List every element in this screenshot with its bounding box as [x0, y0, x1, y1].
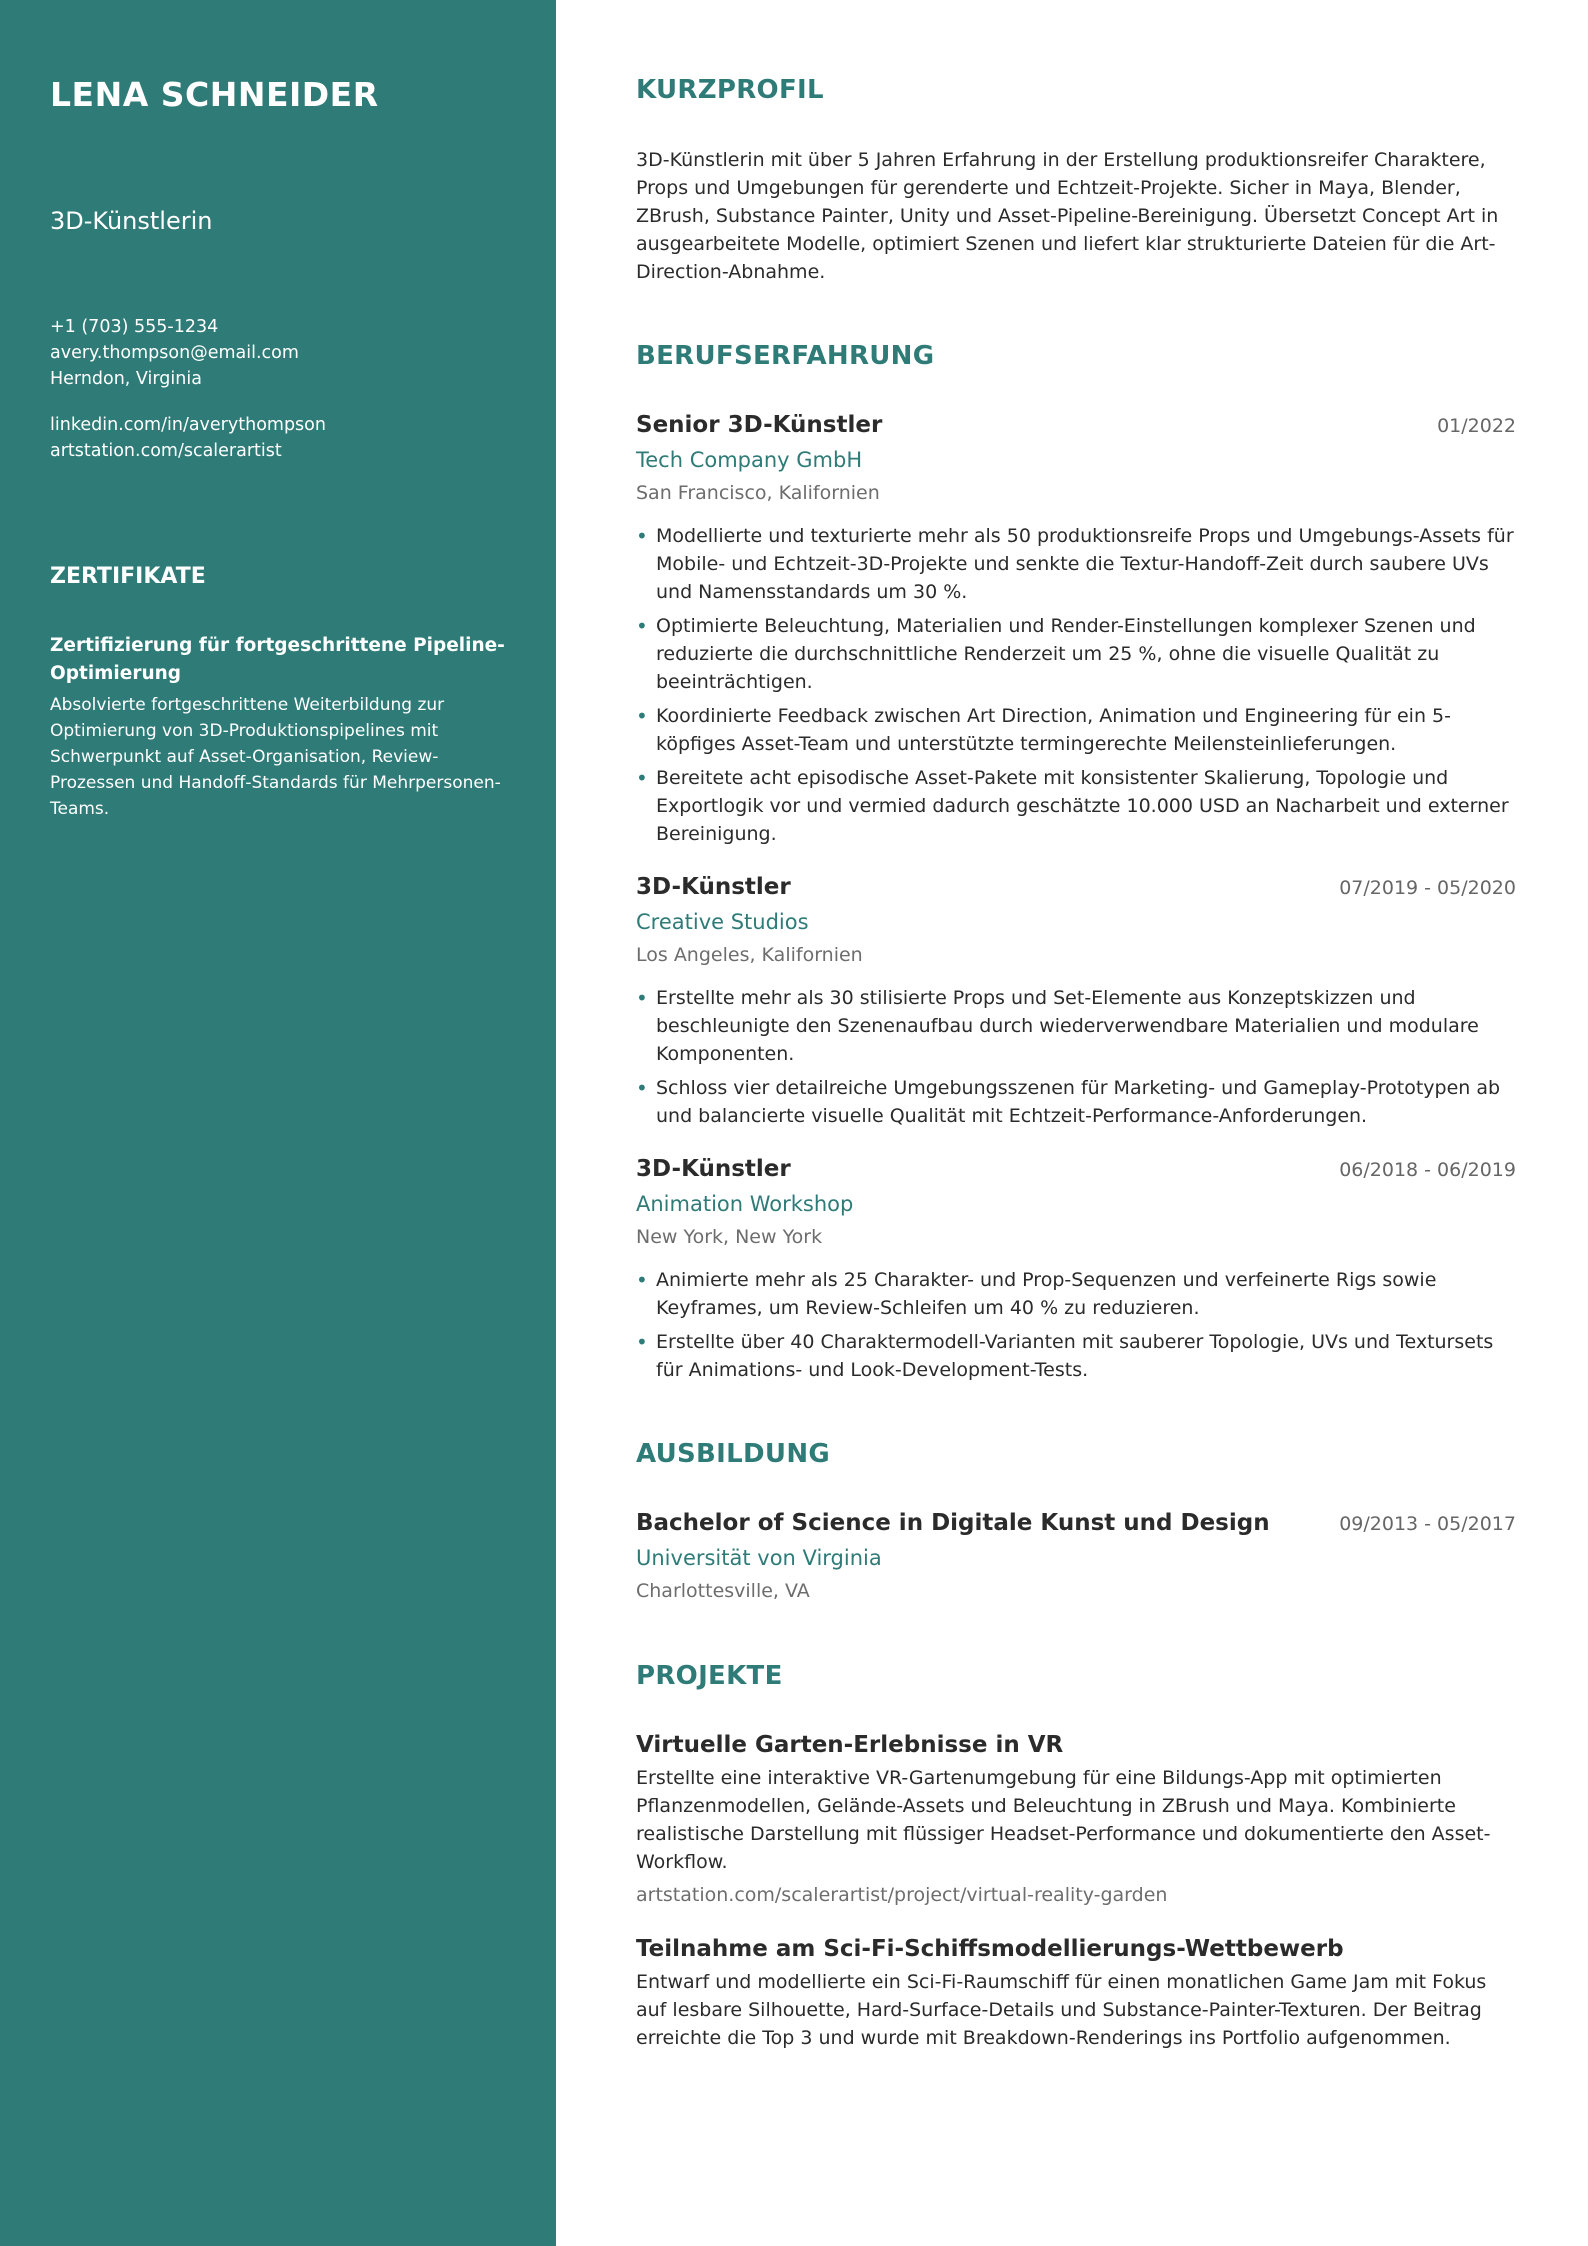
bullet-item: [636, 522, 1516, 606]
email[interactable]: avery.thompson@email.com: [50, 343, 299, 363]
job-header: [636, 1152, 1516, 1186]
bullet-item: [636, 764, 1516, 848]
project-description: Entwarf und modellierte ein Sci-Fi-Raumschiff für einen monatlichen Game Jam mit Fokus auf lesbare Silhouette, Hard-Surface-Details und Substance-Painter-Texturen. Der Beitrag erreichte die Top 3 und wurde mit Breakdown-Renderings ins Portfolio aufgenommen.: [636, 1971, 1487, 2049]
project-entry: [636, 1728, 1516, 1910]
job-date: 07/2019 - 05/2020: [1339, 877, 1516, 899]
job-entry: [636, 408, 1516, 848]
project-description: Erstellte eine interaktive VR-Gartenumgebung für eine Bildungs-App mit optimierten Pflanzenmodellen, Gelände-Assets und Beleuchtung in ZBrush und Maya. Kombinierte realistische Darstellung mit flüssiger Headset-Performance und dokumentierte den Asset-Workflow.: [636, 1767, 1491, 1873]
bullet-item: [636, 984, 1516, 1068]
education-entry: [636, 1506, 1516, 1606]
main-content: [556, 0, 1588, 2246]
bullet-text: Erstellte über 40 Charaktermodell-Varianten mit sauberer Topologie, UVs und Textursets für Animations- und Look-Development-Tests.: [656, 1331, 1494, 1381]
job-header: [636, 870, 1516, 904]
job-location: New York, New York: [636, 1226, 823, 1248]
summary-text: 3D-Künstlerin mit über 5 Jahren Erfahrung in der Erstellung produktionsreifer Charaktere, Props und Umgebungen für gerenderte und Echtzeit-Projekte. Sicher in Maya, Blender, ZBrush, Substance Painter, Unity und Asset-Pipeline-Bereinigung. Übersetzt Concept Art in ausgearbeitete Modelle, optimiert Szenen und liefert klar strukturierte Dateien für die Art-Direction-Abnahme.: [636, 149, 1499, 283]
job-bullets: [636, 1266, 1516, 1384]
bullet-dot-icon: •: [636, 986, 648, 1010]
company-name: Creative Studios: [636, 910, 809, 934]
bullet-text: Modellierte und texturierte mehr als 50 produktionsreife Props und Umgebungs-Assets für Mobile- und Echtzeit-3D-Projekte und senkte die Textur-Handoff-Zeit durch saubere UVs und Namensstandards um 30 %.: [656, 525, 1514, 603]
project-entry: [636, 1932, 1516, 2052]
bullet-text: Schloss vier detailreiche Umgebungsszenen für Marketing- und Gameplay-Prototypen ab und balancierte visuelle Qualität mit Echtzeit-Performance-Anforderungen.: [656, 1077, 1501, 1127]
degree-title: Bachelor of Science in Digitale Kunst und Design: [636, 1510, 1270, 1536]
phone[interactable]: +1 (703) 555-1234: [50, 317, 219, 337]
bullet-item: [636, 612, 1516, 696]
education-heading: AUSBILDUNG: [636, 1439, 831, 1469]
certificates-heading: ZERTIFIKATE: [50, 564, 206, 589]
home-location: Herndon, Virginia: [50, 369, 202, 389]
bullet-item: [636, 702, 1516, 758]
summary-heading: KURZPROFIL: [636, 75, 824, 105]
project-title: Teilnahme am Sci-Fi-Schiffsmodellierungs-Wettbewerb: [636, 1936, 1344, 1962]
bullet-dot-icon: •: [636, 614, 648, 638]
projects-section: [636, 1658, 1516, 2052]
job-title: 3D-Künstler: [636, 874, 791, 900]
candidate-name: LENA SCHNEIDER: [50, 75, 379, 114]
candidate-title: 3D-Künstlerin: [50, 207, 213, 235]
bullet-text: Bereitete acht episodische Asset-Pakete mit konsistenter Skalierung, Topologie und Exportlogik vor und vermied dadurch geschätzte 10.000 USD an Nacharbeit und externer Bereinigung.: [656, 767, 1509, 845]
job-bullets: [636, 522, 1516, 848]
job-date: 01/2022: [1437, 415, 1516, 437]
contact-info: [50, 314, 506, 392]
bullet-dot-icon: •: [636, 704, 648, 728]
job-location: Los Angeles, Kalifornien: [636, 944, 863, 966]
company-name: Animation Workshop: [636, 1192, 854, 1216]
project-list: [636, 1728, 1516, 2052]
bullet-dot-icon: •: [636, 1268, 648, 1292]
job-title: Senior 3D-Künstler: [636, 412, 883, 438]
job-entry: [636, 1152, 1516, 1384]
company-name: Tech Company GmbH: [636, 448, 863, 472]
experience-heading: BERUFSERFAHRUNG: [636, 341, 935, 371]
job-bullets: [636, 984, 1516, 1130]
job-location: San Francisco, Kalifornien: [636, 482, 880, 504]
certificate-description: Absolvierte fortgeschrittene Weiterbildung zur Optimierung von 3D-Produktionspipelines mit Schwerpunkt auf Asset-Organisation, Review-Prozessen und Handoff-Standards für Mehrpersonen-Teams.: [50, 695, 501, 819]
job-list: [636, 408, 1516, 1384]
school-location: Charlottesville, VA: [636, 1580, 810, 1602]
bullet-dot-icon: •: [636, 1076, 648, 1100]
bullet-text: Optimierte Beleuchtung, Materialien und Render-Einstellungen komplexer Szenen und reduzierte die durchschnittliche Renderzeit um 25 %, ohne die visuelle Qualität zu beeinträchtigen.: [656, 615, 1476, 693]
job-header: [636, 408, 1516, 442]
sidebar: [0, 0, 556, 2246]
bullet-text: Koordinierte Feedback zwischen Art Direction, Animation und Engineering für ein 5-köpfiges Asset-Team und unterstützte termingerechte Meilensteinlieferungen.: [656, 705, 1451, 755]
school-name: Universität von Virginia: [636, 1546, 882, 1570]
bullet-dot-icon: •: [636, 766, 648, 790]
bullet-item: [636, 1074, 1516, 1130]
experience-section: [636, 338, 1516, 1384]
bullet-text: Animierte mehr als 25 Charakter- und Prop-Sequenzen und verfeinerte Rigs sowie Keyframes, um Review-Schleifen um 40 % zu reduzieren.: [656, 1269, 1437, 1319]
projects-heading: PROJEKTE: [636, 1661, 783, 1691]
job-entry: [636, 870, 1516, 1130]
bullet-item: [636, 1328, 1516, 1384]
artstation-link[interactable]: artstation.com/scalerartist: [50, 441, 282, 461]
bullet-dot-icon: •: [636, 524, 648, 548]
bullet-item: [636, 1266, 1516, 1322]
project-link[interactable]: artstation.com/scalerartist/project/virtual-reality-garden: [636, 1884, 1168, 1906]
linkedin-link[interactable]: linkedin.com/in/averythompson: [50, 415, 326, 435]
bullet-dot-icon: •: [636, 1330, 648, 1354]
certificate-title: Zertifizierung für fortgeschrittene Pipeline-Optimierung: [50, 635, 505, 684]
education-date: 09/2013 - 05/2017: [1339, 1513, 1516, 1535]
bullet-text: Erstellte mehr als 30 stilisierte Props und Set-Elemente aus Konzeptskizzen und beschleunigte den Szenenaufbau durch wiederverwendbare Materialien und modulare Komponenten.: [656, 987, 1479, 1065]
education-section: [636, 1436, 1516, 1606]
project-title: Virtuelle Garten-Erlebnisse in VR: [636, 1732, 1064, 1758]
summary-section: [636, 72, 1516, 286]
job-title: 3D-Künstler: [636, 1156, 791, 1182]
job-date: 06/2018 - 06/2019: [1339, 1159, 1516, 1181]
profile-links: [50, 412, 506, 464]
